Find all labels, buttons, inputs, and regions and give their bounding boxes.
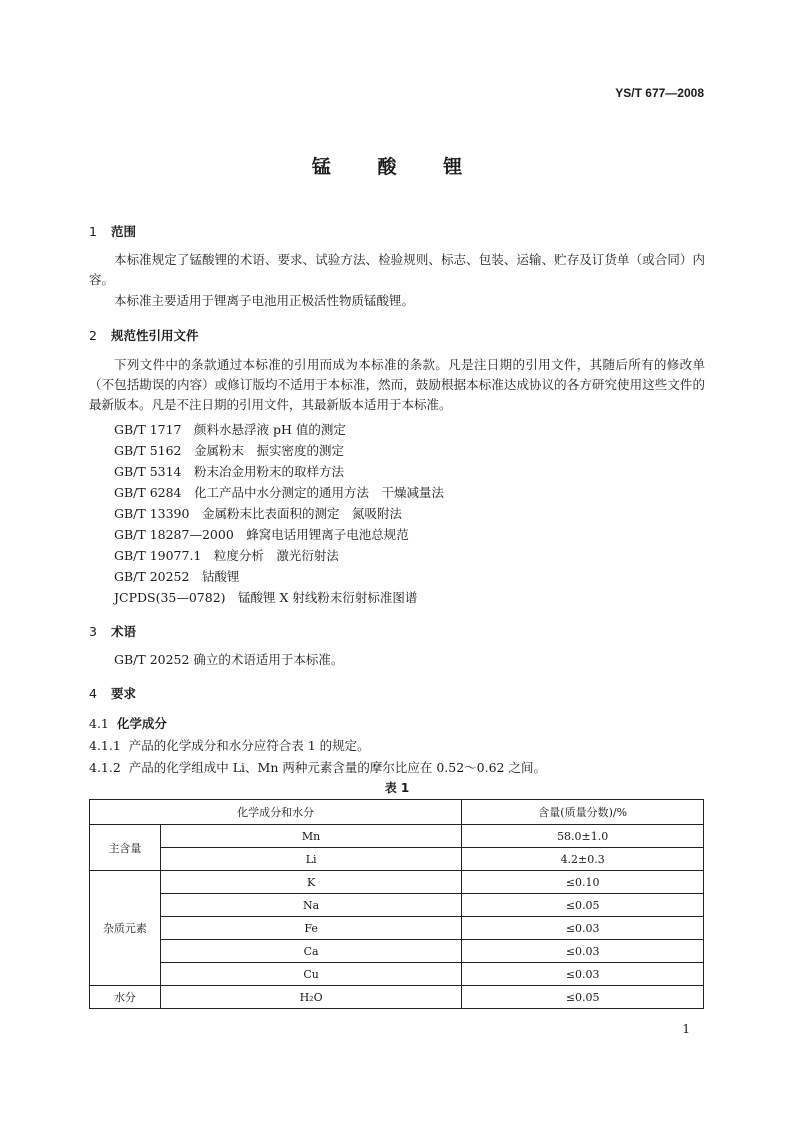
section-1-heading [89, 222, 136, 240]
table-row [90, 848, 704, 871]
element-cell: Cu [160, 963, 461, 986]
table-row [90, 894, 704, 917]
value-cell: ≤0.05 [462, 986, 704, 1009]
section-1-paragraph-1: 本标准规定了锰酸锂的术语、要求、试验方法、检验规则、标志、包装、运输、贮存及订货单（或合同）内容。 [89, 252, 705, 287]
element-cell: Li [160, 848, 461, 871]
section-2-title: 规范性引用文件 [111, 328, 199, 343]
element-cell: Ca [160, 940, 461, 963]
section-3-heading [89, 622, 136, 640]
section-2-number: 2 [89, 328, 97, 343]
table-header-row [90, 800, 704, 825]
clause-4-1-1-text: 产品的化学成分和水分应符合表 1 的规定。 [128, 738, 370, 753]
section-3-title: 术语 [111, 624, 137, 639]
clause-4-1-2 [89, 758, 546, 776]
reference-item: GB/T 20252 钴酸锂 [114, 569, 240, 584]
section-1-paragraph-2: 本标准主要适用于锂离子电池用正极活性物质锰酸锂。 [114, 293, 415, 308]
table-1-caption: 表 1 [384, 781, 410, 795]
section-4-1-title: 化学成分 [116, 716, 167, 731]
table-row [90, 871, 704, 894]
value-cell: ≤0.03 [462, 917, 704, 940]
reference-item: GB/T 6284 化工产品中水分测定的通用方法 干燥减量法 [114, 485, 445, 500]
section-4-heading [89, 684, 136, 702]
section-4-1-heading [89, 714, 167, 732]
section-3-number: 3 [89, 624, 97, 639]
header-content: 含量(质量分数)/% [462, 800, 704, 825]
section-1-number: 1 [89, 224, 97, 239]
clause-4-1-1 [89, 736, 370, 754]
element-cell: K [160, 871, 461, 894]
standard-code: YS/T 677—2008 [615, 86, 704, 100]
table-1 [89, 799, 704, 1009]
group-label: 水分 [90, 986, 161, 1009]
section-1-title: 范围 [111, 224, 137, 239]
reference-item: GB/T 5162 金属粉末 振实密度的测定 [114, 443, 345, 458]
section-3-paragraph-1: GB/T 20252 确立的术语适用于本标准。 [114, 652, 344, 667]
section-4-number: 4 [89, 686, 97, 701]
section-2-paragraph-1: 下列文件中的条款通过本标准的引用而成为本标准的条款。凡是注日期的引用文件，其随后所有的修改单（不包括勘误的内容）或修订版均不适用于本标准，然而，鼓励根据本标准达成协议的各方研究使用这些文件的最新版本。凡是不注日期的引用文件，其最新版本适用于本标准。 [89, 357, 705, 412]
table-row [90, 917, 704, 940]
header-component: 化学成分和水分 [90, 800, 462, 825]
element-cell: Fe [160, 917, 461, 940]
reference-item: GB/T 19077.1 粒度分析 激光衍射法 [114, 548, 339, 563]
reference-item: JCPDS(35—0782) 锰酸锂 X 射线粉末衍射标准图谱 [114, 590, 418, 605]
element-cell: H₂O [160, 986, 461, 1009]
value-cell: 58.0±1.0 [462, 825, 704, 848]
element-cell: Na [160, 894, 461, 917]
page-number: 1 [682, 1022, 690, 1036]
value-cell: ≤0.03 [462, 963, 704, 986]
table-row [90, 963, 704, 986]
table-row [90, 825, 704, 848]
reference-item: GB/T 18287—2000 蜂窝电话用锂离子电池总规范 [114, 527, 409, 542]
value-cell: ≤0.05 [462, 894, 704, 917]
section-4-1-number: 4.1 [89, 716, 109, 731]
element-cell: Mn [160, 825, 461, 848]
value-cell: ≤0.03 [462, 940, 704, 963]
group-label: 杂质元素 [90, 871, 161, 986]
reference-item: GB/T 5314 粉末冶金用粉末的取样方法 [114, 464, 345, 479]
value-cell: 4.2±0.3 [462, 848, 704, 871]
reference-item: GB/T 13390 金属粉末比表面积的测定 氮吸附法 [114, 506, 402, 521]
group-label: 主含量 [90, 825, 161, 871]
table-row [90, 940, 704, 963]
table-row [90, 986, 704, 1009]
document-title: 锰 酸 锂 [311, 156, 483, 178]
value-cell: ≤0.10 [462, 871, 704, 894]
clause-4-1-1-number: 4.1.1 [89, 738, 121, 753]
section-4-title: 要求 [111, 686, 137, 701]
reference-item: GB/T 1717 颜料水悬浮液 pH 值的测定 [114, 422, 346, 437]
section-2-heading [89, 326, 199, 344]
clause-4-1-2-text: 产品的化学组成中 Li、Mn 两种元素含量的摩尔比应在 0.52～0.62 之间。 [128, 760, 546, 775]
clause-4-1-2-number: 4.1.2 [89, 760, 121, 775]
